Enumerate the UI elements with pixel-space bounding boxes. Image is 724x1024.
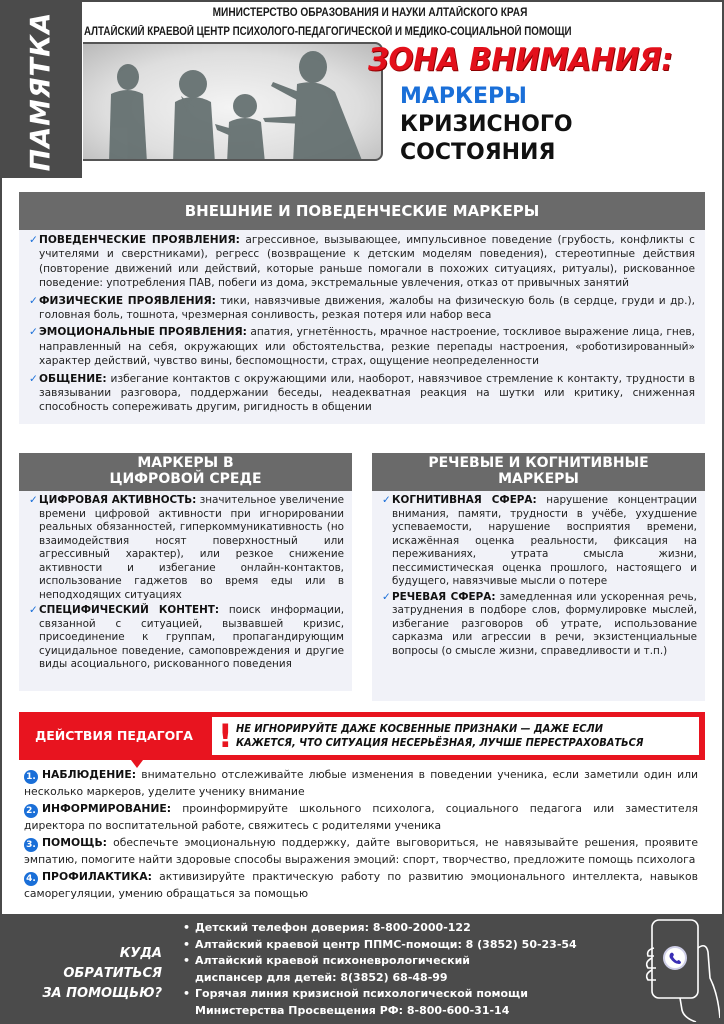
marker-text: избегание контактов с окружающими или, наоборот, навязчивое стремление к контакту, трудности в завязывании разговора, поддержании беседы, неадекватная реакция на шутки или критику, сниженная способность сопереживать другим, ригидность в общении	[39, 372, 695, 414]
marker-item	[29, 325, 695, 368]
step-number-icon: 2.	[24, 804, 38, 818]
side-tab	[0, 0, 82, 178]
marker-label: ФИЗИЧЕСКИЕ ПРОЯВЛЕНИЯ:	[39, 294, 216, 307]
silhouettes-image	[83, 44, 383, 161]
marker-item	[29, 294, 695, 323]
step-number-icon: 4.	[24, 872, 38, 886]
check-icon: ✓	[382, 590, 391, 603]
action-steps	[24, 767, 698, 903]
check-icon: ✓	[29, 294, 38, 307]
section-external-markers	[19, 192, 705, 424]
contact-item	[183, 920, 623, 937]
section-heading	[19, 453, 352, 491]
org-line-center: АЛТАЙСКИЙ КРАЕВОЙ ЦЕНТР ПСИХОЛОГО-ПЕДАГОГИЧЕСКОЙ И МЕДИКО-СОЦИАЛЬНОЙ ПОМОЩИ	[84, 26, 572, 38]
marker-text: поиск информации, связанной с ситуацией, вызвавшей кризис, присоединение к группам, пропагандирующим суицидальное поведение, самоповреждения и другие виды асоциального, рискованного поведения	[39, 604, 344, 670]
contact-text: Алтайский краевой центр ППМС-помощи: 8 (3852) 50-23-54	[195, 937, 577, 951]
marker-text: агрессивное, вызывающее, импульсивное поведение (грубость, конфликты с учителями и сверстниками), регресс (возвращение к детским моделям поведения), стереотипные действия (повторение движений или действий, которые раньше помогали в похожих ситуациях, ритуалы), рискованное поведение: употребления ПАВ, побеги из дома, экстремальные увлечения, отказ от привычных занятий	[39, 234, 695, 290]
help-footer	[0, 914, 724, 1024]
heading-line: РЕЧЕВЫЕ И КОГНИТИВНЫЕ	[428, 455, 649, 471]
step-label: ПРОФИЛАКТИКА:	[42, 870, 152, 883]
section-speech-cognitive-markers	[372, 453, 705, 701]
step-label: ПОМОЩЬ:	[42, 836, 107, 849]
hero-illustration	[83, 42, 383, 161]
contact-text: диспансер для детей: 8(3852) 68-48-99	[195, 970, 448, 984]
title-markers: МАРКЕРЫ	[400, 84, 527, 109]
check-icon: ✓	[29, 372, 38, 385]
section-body	[19, 491, 352, 691]
action-step	[24, 869, 698, 901]
warning-line: НЕ ИГНОРИРУЙТЕ ДАЖЕ КОСВЕННЫЕ ПРИЗНАКИ — ДАЖЕ ЕСЛИ	[236, 723, 603, 735]
marker-item	[382, 494, 697, 589]
check-icon: ✓	[382, 494, 391, 506]
check-icon: ✓	[29, 234, 38, 246]
step-text: проинформируйте школьного психолога, социального педагога или заместителя директора по воспитательной работе, свяжитесь с родителями ученика	[24, 802, 698, 832]
contact-text: Министерства Просвещения РФ: 8-800-600-31-14	[195, 1003, 510, 1017]
title-state: СОСТОЯНИЯ	[400, 140, 556, 165]
section-digital-markers	[19, 453, 352, 691]
marker-label: КОГНИТИВНАЯ СФЕРА:	[392, 494, 537, 506]
warning-text	[236, 722, 643, 750]
check-icon: ✓	[29, 604, 38, 616]
heading-line: МАРКЕРЫ В	[137, 455, 234, 471]
marker-text: значительное увеличение времени цифровой активности при игнорировании реальных обязанностей, гиперкоммуникативность (но взаимодействия носят поверхностный или агрессивный характер), или резкое снижение активности и избегание онлайн-контактов, использование гаджетов во время еды или в неподходящих ситуациях	[39, 494, 344, 601]
contact-text: Горячая линия кризисной психологической помощи	[195, 987, 528, 1000]
contact-item	[183, 986, 623, 1019]
heading-line: ЦИФРОВОЙ СРЕДЕ	[109, 471, 262, 487]
marker-item	[29, 233, 695, 291]
step-label: ИНФОРМИРОВАНИЕ:	[42, 802, 172, 815]
marker-item	[29, 372, 695, 415]
side-tab-label: ПАМЯТКА	[25, 9, 57, 175]
contact-item	[183, 953, 623, 986]
phone-in-hand-icon	[640, 918, 720, 1022]
marker-text: тики, навязчивые движения, жалобы на физическую боль (в сердце, груди и др.), головная боль, тошнота, чрезмерная сонливость, резкая потеря или набор веса	[39, 294, 695, 322]
marker-item	[29, 494, 344, 602]
marker-label: ЭМОЦИОНАЛЬНЫЕ ПРОЯВЛЕНИЯ:	[39, 326, 247, 339]
step-text: внимательно отслеживайте любые изменения в поведении ученика, если заметили один или несколько маркеров, уделите ученику внимание	[24, 768, 698, 798]
warning-box	[212, 717, 699, 755]
marker-label: ЦИФРОВАЯ АКТИВНОСТЬ:	[39, 494, 197, 506]
title-attention-zone: ЗОНА ВНИМАНИЯ:	[368, 42, 673, 78]
teacher-actions-banner	[19, 712, 705, 760]
check-icon: ✓	[29, 326, 38, 339]
teacher-actions-label: ДЕЙСТВИЯ ПЕДАГОГА	[35, 728, 193, 743]
step-text: обеспечьте эмоциональную поддержку, дайте выговориться, не навязывайте решения, проявите эмпатию, помогите найти здоровые способы выражения эмоций: спорт, творчество, предложите помощь психолога	[24, 836, 698, 866]
step-number-icon: 3.	[24, 838, 38, 852]
step-label: НАБЛЮДЕНИЕ:	[42, 768, 137, 781]
section-body	[19, 230, 705, 424]
section-heading: ВНЕШНИЕ И ПОВЕДЕНЧЕСКИЕ МАРКЕРЫ	[19, 192, 705, 230]
action-step	[24, 835, 698, 867]
action-step	[24, 767, 698, 799]
help-question	[30, 944, 162, 1004]
contact-text: Алтайский краевой психоневрологический	[195, 954, 470, 967]
heading-line: МАРКЕРЫ	[498, 471, 579, 487]
contacts-list	[183, 920, 623, 1019]
action-step	[24, 801, 698, 833]
org-line-ministry: МИНИСТЕРСТВО ОБРАЗОВАНИЯ И НАУКИ АЛТАЙСКОГО КРАЯ	[212, 7, 528, 19]
contact-text: Детский телефон доверия: 8-800-2000-122	[195, 921, 471, 934]
check-icon: ✓	[29, 494, 38, 506]
marker-text: замедленная или ускоренная речь, затруднения в подборе слов, формулировке мыслей, избегание разговоров об утрате, использование сарказма или агрессии в речи, экзистенциальные вопросы (о смысле жизни, справедливости и т.п.)	[392, 590, 697, 657]
step-text: активизируйте практическую работу по развитию эмоционального интеллекта, навыков саморегуляции, умению обращаться за помощью	[24, 870, 698, 900]
title-crisis: КРИЗИСНОГО	[400, 112, 573, 137]
marker-item	[29, 604, 344, 672]
exclamation-icon: !	[218, 717, 233, 755]
question-line: КУДА	[119, 946, 162, 961]
contact-item	[183, 937, 623, 954]
marker-text: апатия, угнетённость, мрачное настроение, тоскливое выражение лица, гнев, направленный на себя, окружающих или обстоятельства, резкие перепады настроения, «роботизированный» характер действий, чувство вины, беспомощности, страх, ощущение неопределенности	[39, 326, 695, 368]
marker-text: нарушение концентрации внимания, памяти, трудности в учёбе, ухудшение успеваемости, нарушение восприятия времени, искажённая оценка реальности, фиксация на переживаниях, утрата смысла жизни, пессимистическая оценка прошлого, настоящего и будущего, навязчивые мысли о потере	[392, 494, 697, 587]
marker-item	[382, 590, 697, 659]
marker-label: ОБЩЕНИЕ:	[39, 372, 107, 385]
marker-label: РЕЧЕВАЯ СФЕРА:	[392, 590, 496, 603]
warning-line: КАЖЕТСЯ, ЧТО СИТУАЦИЯ НЕСЕРЬЁЗНАЯ, ЛУЧШЕ ПЕРЕСТРАХОВАТЬСЯ	[236, 737, 644, 749]
question-line: ОБРАТИТЬСЯ	[63, 966, 162, 981]
section-body	[372, 491, 705, 701]
step-number-icon: 1.	[24, 770, 38, 784]
marker-label: ПОВЕДЕНЧЕСКИЕ ПРОЯВЛЕНИЯ:	[39, 234, 240, 246]
question-line: ЗА ПОМОЩЬЮ?	[42, 986, 162, 1001]
marker-label: СПЕЦИФИЧЕСКИЙ КОНТЕНТ:	[39, 604, 220, 616]
section-heading	[372, 453, 705, 491]
